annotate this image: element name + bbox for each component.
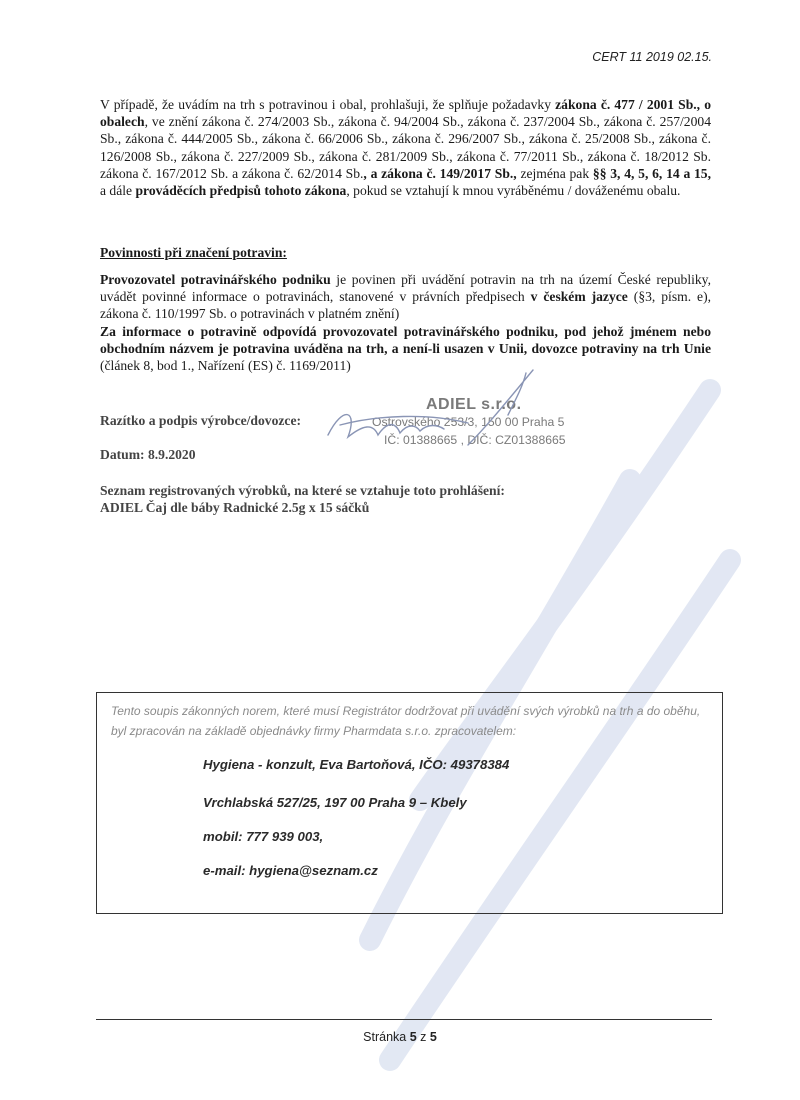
- packaging-declaration-paragraph: V případě, že uvádím na trh s potravinou i obal, prohlašuji, že splňuje požadavky zákona č. 477 / 2001 Sb., o obalech, ve znění zákona č. 274/2003 Sb., zákona č. 94/2004 Sb., zákona č. 237/2004 Sb., zákona č. 257/2004 Sb., zákona č. 444/2005 Sb., zákona č. 66/2006 Sb., zákona č. 296/2007 Sb., zákona č. 25/2008 Sb., zákona č. 126/2008 Sb., zákona č. 227/2009 Sb., zákona č. 281/2009 Sb., zákona č. 77/2011 Sb., zákona č. 18/2012 Sb. zákona č. 167/2012 Sb. a zákona č. 62/2014 Sb., a zákona č. 149/2017 Sb., zejména pak §§ 3, 4, 5, 6, 14 a 15, a dále prováděcích předpisů tohoto zákona, pokud se vztahují k mnou vyráběnému / dováženému obalu.: [100, 97, 711, 199]
- processor-info-box: [96, 692, 723, 914]
- processor-name: Hygiena - konzult, Eva Bartoňová, IČO: 49378384: [203, 757, 510, 772]
- date-label: Datum: 8.9.2020: [100, 447, 196, 462]
- registered-products-section: [100, 482, 505, 516]
- operator-obligation-paragraph: Provozovatel potravinářského podniku je povinen při uvádění potravin na trh na území České republiky, uvádět povinné informace o potravinách, stanovené v právních předpisech v českém jazyce (§3, písm. e), zákona č. 110/1997 Sb. o potravinách v platném znění): [100, 272, 712, 322]
- page-number: Stránka 5 z 5: [363, 1030, 437, 1044]
- stamp-address: Ostrovského 253/3, 150 00 Praha 5: [372, 415, 565, 429]
- infobox-intro: Tento soupis zákonných norem, které musí Registrátor dodržovat při uvádění svých výrobků na trh a do oběhu, byl zpracován na základě objednávky firmy Pharmdata s.r.o. zpracovatelem:: [111, 704, 701, 738]
- signature-label: Razítko a podpis výrobce/dovozce:: [100, 413, 302, 428]
- product-item: ADIEL Čaj dle báby Radnické 2.5g x 15 sáčků: [100, 500, 370, 515]
- stamp-company: ADIEL s.r.o.: [426, 396, 522, 413]
- footer-divider: [96, 1019, 712, 1020]
- products-heading: Seznam registrovaných výrobků, na které se vztahuje toto prohlášení:: [100, 483, 505, 498]
- processor-address: Vrchlabská 527/25, 197 00 Praha 9 – Kbely: [203, 795, 467, 810]
- processor-email: e-mail: hygiena@seznam.cz: [203, 863, 378, 878]
- responsibility-paragraph: Za informace o potravině odpovídá provozovatel potravinářského podniku, pod jehož jménem nebo obchodním názvem je potravina uváděna na trh, a není-li usazen v Unii, dovozce potraviny na trh Unie (článek 8, bod 1., Nařízení (ES) č. 1169/2011): [100, 324, 711, 374]
- processor-mobile: mobil: 777 939 003,: [203, 829, 324, 844]
- document-code: CERT 11 2019 02.15.: [592, 50, 712, 64]
- handwritten-signature: [318, 365, 548, 465]
- stamp-ids: IČ: 01388665 , DIČ: CZ01388665: [384, 433, 566, 447]
- labeling-obligations-heading: Povinnosti při značení potravin:: [100, 245, 287, 260]
